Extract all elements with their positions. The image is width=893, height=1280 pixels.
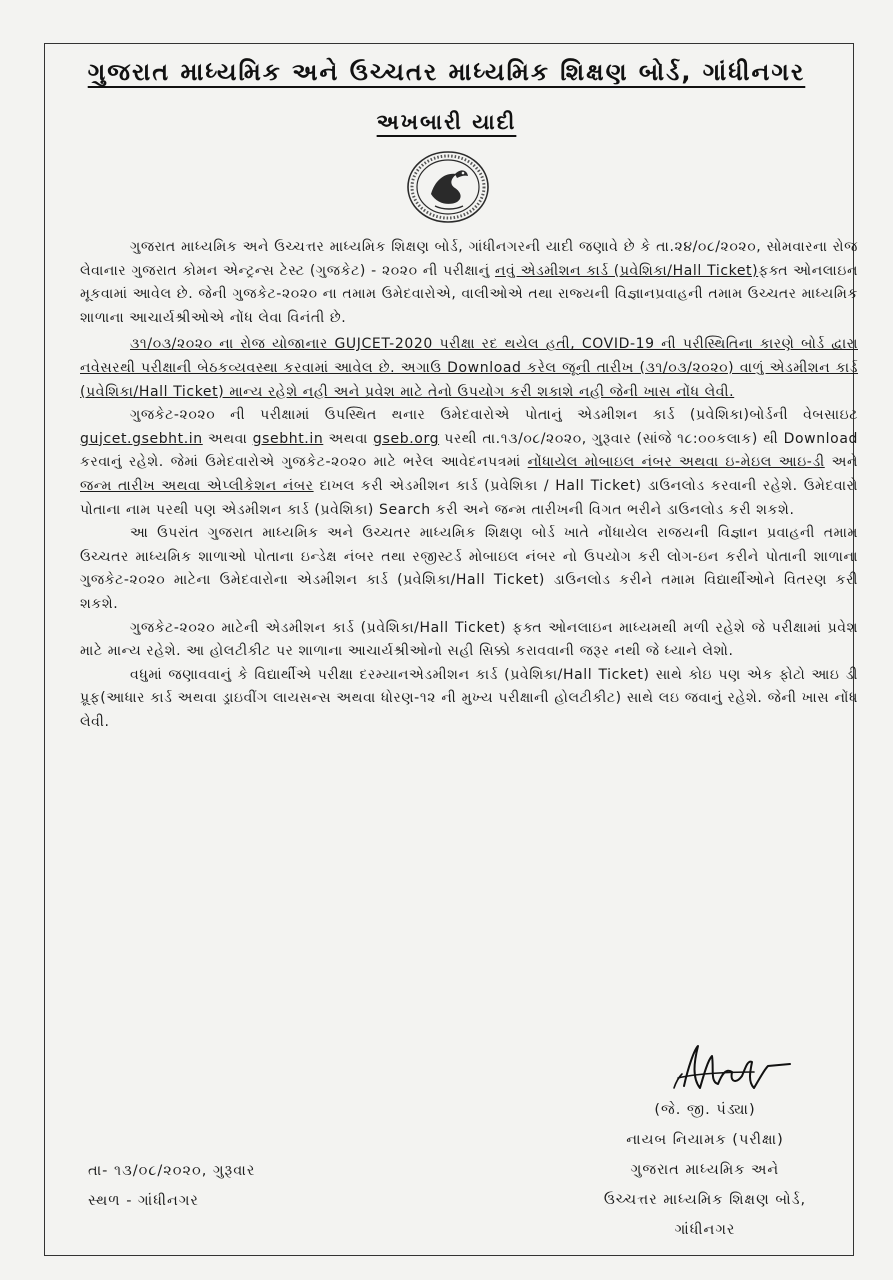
- handwritten-signature: [664, 1038, 794, 1098]
- signatory-org-line-3: ગાંધીનગર: [674, 1222, 736, 1238]
- paragraph-3: ગુજકેટ-૨૦૨૦ ની પરીક્ષામાં ઉપસ્થિત થનાર ઉમેદવારોએ પોતાનું એડમીશન કાર્ડ (પ્રવેશિકા)બોર્ડની વેબસાઇટ gujcet.gsebht.in અથવા gsebht.in અથવા gseb.org પરથી તા.૧૩/૦૮/૨૦૨૦, ગુરૂવાર (સાંજે ૧૮:૦૦કલાક) થી Download કરવાનું રહેશે. જેમાં ઉમેદવારોએ ગુજકેટ-૨૦૨૦ માટે ભરેલ આવેદનપત્રમાં નોંધાયેલ મોબાઇલ નંબર અથવા ઇ-મેઇલ આઇ-ડી અને જન્મ તારીખ અથવા એપ્લીકેશન નંબર દાખલ કરી એડમીશન કાર્ડ (પ્રવેશિકા / Hall Ticket) ડાઉનલોડ કરવાની રહેશે. ઉમેદવારો પોતાના નામ પરથી પણ એડમીશન કાર્ડ (પ્રવેશિકા) Search કરી અને જન્મ તારીખની વિગત ભરીને ડાઉનલોડ કરી શકશે.: [80, 407, 858, 518]
- issue-date: તા- ૧૩/૦૮/૨૦૨૦, ગુરૂવાર: [88, 1163, 256, 1179]
- issue-place: સ્થળ - ગાંધીનગર: [88, 1193, 199, 1209]
- press-release-title: અખબારી યાદી: [376, 110, 517, 134]
- paragraph-1: ગુજરાત માધ્યમિક અને ઉચ્ચત્તર માધ્યમિક શિક્ષણ બોર્ડ, ગાંધીનગરની યાદી જણાવે છે કે તા.૨૪/૦૮/૨૦૨૦, સોમવારના રોજ લેવાનાર ગુજરાત કોમન એન્ટ્રન્સ ટેસ્ટ (ગુજકેટ) - ૨૦૨૦ ની પરીક્ષાનું નવું એડમીશન કાર્ડ (પ્રવેશિકા/Hall Ticket)ફક્ત ઓનલાઇન મૂકવામાં આવેલ છે. જેની ગુજકેટ-૨૦૨૦ ના તમામ ઉમેદવારોએ, વાલીઓએ તથા રાજ્યની વિજ્ઞાનપ્રવાહની તમામ ઉચ્ચતર માધ્યમિક શાળાના આચાર્યશ્રીઓએ નોંધ લેવા વિનંતી છે.: [80, 239, 858, 326]
- paragraph-6: વધુમાં જણાવવાનું કે વિદ્યાર્થીએ પરીક્ષા દરમ્યાનએડમીશન કાર્ડ (પ્રવેશિકા/Hall Ticket) સાથે કોઇ પણ એક ફોટો આઇ ડી પ્રૂફ(આધાર કાર્ડ અથવા ડ્રાઇવીંગ લાયસન્સ અથવા ધોરણ-૧૨ ની મુખ્ય પરીક્ષાની હોલટીકીટ) સાથે લઇ જવાનું રહેશે. જેની ખાસ નોંધ લેવી.: [80, 666, 858, 730]
- signatory-name: (જે. જી. પંડ્યા): [654, 1102, 756, 1118]
- signatory-org-line-2: ઉચ્ચત્તર માધ્યમિક શિક્ષણ બોર્ડ,: [603, 1192, 807, 1208]
- signatory-org-line-1: ગુજરાત માધ્યમિક અને: [630, 1162, 780, 1178]
- signatory-designation: નાયબ નિયામક (પરીક્ષા): [626, 1132, 784, 1148]
- paragraph-2: ૩૧/૦૩/૨૦૨૦ ના રોજ યોજાનાર GUJCET-2020 પરીક્ષા રદ થયેલ હતી, COVID-19 ની પરીસ્થિતિના કારણે બોર્ડ દ્વારા નવેસરથી પરીક્ષાની બેઠકવ્યવસ્થા કરવામાં આવેલ છે. અગાઉ Download કરેલ જૂની તારીખ (૩૧/૦૩/૨૦૨૦) વાળું એડમીશન કાર્ડ (પ્રવેશિકા/Hall Ticket) માન્ય રહેશે નહી અને પ્રવેશ માટે તેનો ઉપયોગ કરી શકાશે નહી જેની ખાસ નોંધ લેવી.: [80, 336, 859, 400]
- board-seal-icon: [405, 150, 491, 224]
- press-release-body: [80, 236, 858, 734]
- login-credential-option-1: નોંધાયેલ મોબાઇલ નંબર અથવા ઇ-મેઇલ આઇ-ડી: [527, 454, 825, 471]
- paragraph-4: આ ઉપરાંત ગુજરાત માધ્યમિક અને ઉચ્ચતર માધ્યમિક શિક્ષણ બોર્ડ ખાતે નોંધાયેલ રાજયની વિજ્ઞાન પ્રવાહની તમામ ઉચ્ચતર માધ્યમિક શાળાઓ પોતાના ઇન્ડેક્ષ નંબર તથા રજીસ્ટર્ડ મોબાઇલ નંબર નો ઉપયોગ કરી લોગ-ઇન કરીને પોતાની શાળાના ગુજકેટ-૨૦૨૦ માટેના ઉમેદવારોના એડમીશન કાર્ડ (પ્રવેશિકા/Hall Ticket) ડાઉનલોડ કરીને તમામ વિદ્યાર્થીઓને વિતરણ કરી શકશે.: [80, 525, 858, 612]
- board-title: ગુજરાત માધ્યમિક અને ઉચ્ચતર માધ્યમિક શિક્ષણ બોર્ડ, ગાંધીનગર: [87, 58, 806, 86]
- date-place-block: [88, 1156, 388, 1216]
- website-link-gseb[interactable]: gseb.org: [373, 430, 440, 447]
- login-credential-option-2: જન્મ તારીખ અથવા એપ્લીકેશન નંબર: [80, 477, 314, 494]
- website-link-gujcet[interactable]: gujcet.gsebht.in: [80, 430, 203, 447]
- website-link-gsebht[interactable]: gsebht.in: [252, 430, 324, 447]
- paragraph-5: ગુજકેટ-૨૦૨૦ માટેની એડમીશન કાર્ડ (પ્રવેશિકા/Hall Ticket) ફક્ત ઓનલાઇન માધ્યમથી મળી રહેશે જે પરીક્ષામાં પ્રવેશ માટે માન્ય રહેશે. આ હોલટીકીટ પર શાળાના આચાર્યશ્રીઓનો સહી સિક્કો કરાવવાની જરૂર નથી જે ધ્યાને લેશો.: [80, 619, 858, 660]
- new-admission-card-highlight: નવું એડમીશન કાર્ડ (પ્રવેશિકા/Hall Ticket): [495, 262, 759, 279]
- signatory-block: [590, 1095, 820, 1245]
